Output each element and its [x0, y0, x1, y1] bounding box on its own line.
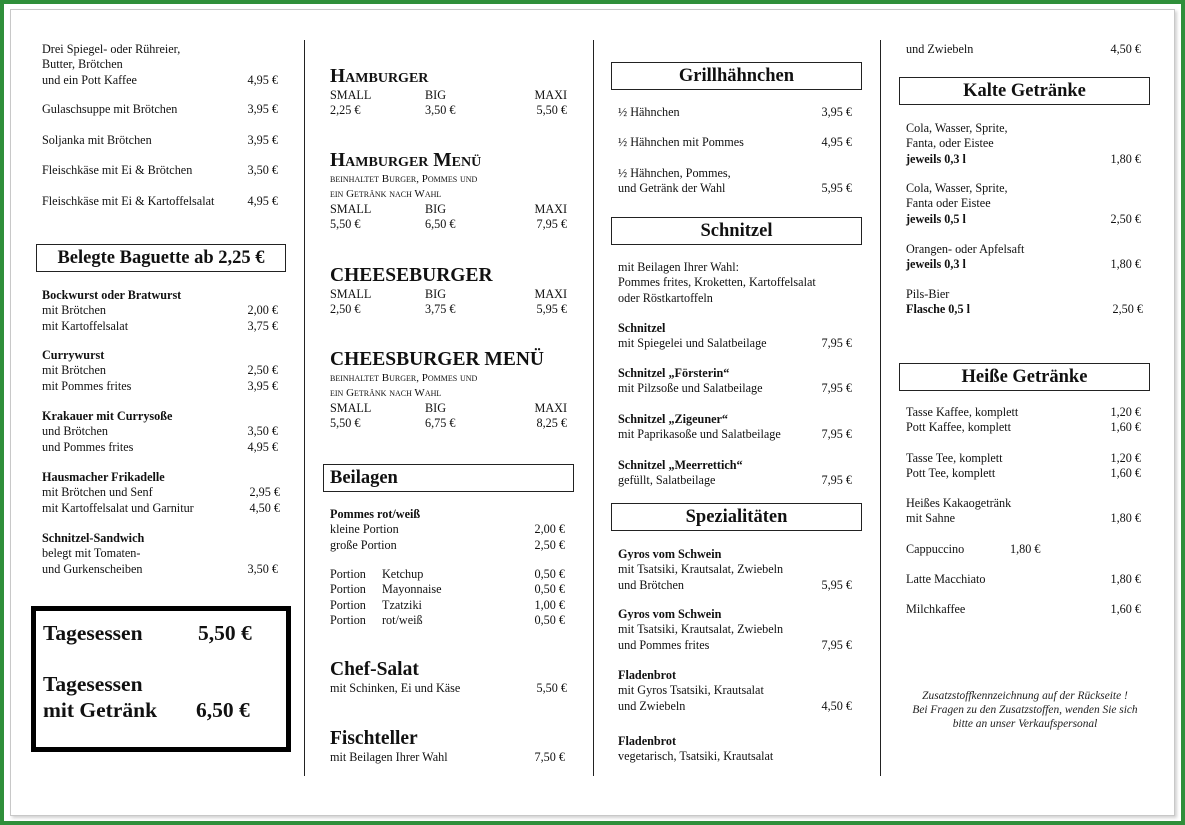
price: 1,80 €: [1110, 511, 1141, 526]
menu-group: Schnitzel mit Spiegelei und Salatbeilage 7,95 €: [618, 321, 852, 351]
price: 1,80 €: [1110, 572, 1141, 586]
menu-item: Heißes Kakaogetränk mit Sahne 1,80 €: [906, 496, 1141, 526]
price: 2,50 €: [534, 537, 565, 552]
menu-item-cappuccino: Cappuccino 1,80 €: [906, 542, 1041, 556]
menu-group: Hausmacher Frikadelle mit Brötchen und Senf 2,95 € mit Kartoffelsalat und Garnitur 4,50 €: [42, 470, 280, 515]
burger-hamburger: Hamburger SMALL BIG MAXI 2,25 € 3,50 € 5,50 €: [330, 66, 567, 118]
menu-item-breakfast: Drei Spiegel- oder Rühreier, Butter, Brötchen und ein Pott Kaffee 4,95 €: [42, 42, 278, 87]
price: 1,80 €: [1110, 257, 1141, 272]
menu-group: Schnitzel „Meerrettich“ gefüllt, Salatbeilage 7,95 €: [618, 458, 852, 488]
burger-cheeseburger: CHEESEBURGER SMALL BIG MAXI 2,50 € 3,75 € 5,95 €: [330, 265, 567, 317]
section-heading-beilagen: Beilagen: [323, 464, 574, 492]
price: 3,95 €: [247, 133, 278, 147]
menu-item: Tasse Kaffee, komplett 1,20 € Pott Kaffee, komplett 1,60 €: [906, 405, 1141, 435]
price: 1,80 €: [1110, 151, 1141, 166]
price: 0,50 €: [534, 567, 565, 581]
price: 2,00 €: [534, 522, 565, 537]
menu-group: Schnitzel-Sandwich belegt mit Tomaten- und Gurkenscheiben 3,50 €: [42, 531, 278, 576]
price: 4,95 €: [247, 439, 278, 454]
price: 2,50 €: [247, 363, 278, 378]
burger-hamburger-menu: Hamburger Menü beinhaltet Burger, Pommes und ein Getränk nach Wahl SMALL BIG MAXI 5,50 € 6,50 € 7,95 €: [330, 150, 567, 232]
menu-item: Cola, Wasser, Sprite, Fanta, oder Eistee jeweils 0,3 l 1,80 €: [906, 121, 1141, 166]
menu-item-chef-salat: Chef-Salat mit Schinken, Ei und Käse 5,50 €: [330, 659, 567, 695]
menu-group: Fladenbrot vegetarisch, Tsatsiki, Krautsalat: [618, 734, 774, 764]
price: 3,95 €: [247, 102, 278, 116]
menu-group: Pommes rot/weiß kleine Portion 2,00 € große Portion 2,50 €: [330, 507, 565, 552]
menu-item: und Zwiebeln 4,50 €: [906, 42, 1141, 56]
menu-group: Schnitzel „Zigeuner“ mit Paprikasoße und Salatbeilage 7,95 €: [618, 412, 852, 442]
price: 0,50 €: [534, 582, 565, 597]
section-heading-spezialitaeten: Spezialitäten: [611, 503, 862, 531]
menu-item: ½ Hähnchen mit Pommes 4,95 €: [618, 135, 852, 149]
price: 7,50 €: [534, 750, 565, 764]
column-divider: [593, 40, 594, 776]
daily-special-price: 5,50 €: [198, 621, 252, 645]
daily-special-drink-label: Tagesessen: [43, 672, 143, 696]
menu-item: ½ Hähnchen 3,95 €: [618, 105, 852, 119]
price: 1,60 €: [1110, 420, 1141, 435]
menu-item-fischteller: Fischteller mit Beilagen Ihrer Wahl 7,50 €: [330, 728, 565, 764]
price: 4,50 €: [249, 500, 280, 515]
price: 1,20 €: [1110, 451, 1141, 465]
price: 2,50 €: [1112, 302, 1143, 317]
menu-item: Fleischkäse mit Ei & Kartoffelsalat 4,95 €: [42, 194, 278, 208]
daily-special-box: [31, 606, 291, 752]
price: 3,95 €: [247, 378, 278, 393]
menu-item: Tasse Tee, komplett 1,20 € Pott Tee, komplett 1,60 €: [906, 451, 1141, 481]
price: 4,50 €: [821, 698, 852, 713]
price: 1,60 €: [1110, 602, 1141, 616]
daily-special-label: Tagesessen: [43, 621, 143, 645]
menu-group: Gyros vom Schwein mit Tsatsiki, Krautsalat, Zwiebeln und Pommes frites 7,95 €: [618, 607, 852, 652]
menu-item: Gulaschsuppe mit Brötchen 3,95 €: [42, 102, 278, 116]
section-heading-kalte-getraenke: Kalte Getränke: [899, 77, 1150, 105]
price: 3,75 €: [247, 318, 278, 333]
price: 2,00 €: [247, 303, 278, 318]
additives-note: Zusatzstoffkennzeichnung auf der Rückseite ! Bei Fragen zu den Zusatzstoffen, wenden Sie sich bitte an unser Verkaufspersonal: [912, 690, 1138, 730]
burger-cheeseburger-menu: CHEESBURGER MENÜ beinhaltet Burger, Pommes und ein Getränk nach Wahl SMALL BIG MAXI 5,50 € 6,75 € 8,25 €: [330, 349, 567, 431]
daily-special-drink-label: mit Getränk: [43, 698, 158, 722]
menu-item: Pils-Bier Flasche 0,5 l 2,50 €: [906, 287, 1143, 317]
menu-item: Latte Macchiato 1,80 €: [906, 572, 1141, 586]
menu-group: Gyros vom Schwein mit Tsatsiki, Krautsalat, Zwiebeln und Brötchen 5,95 €: [618, 547, 852, 592]
section-heading-heisse-getraenke: Heiße Getränke: [899, 363, 1150, 391]
column-divider: [880, 40, 881, 776]
price: 0,50 €: [534, 612, 565, 627]
menu-group: Bockwurst oder Bratwurst mit Brötchen 2,00 € mit Kartoffelsalat 3,75 €: [42, 288, 278, 333]
price: 7,95 €: [821, 473, 852, 488]
section-heading-baguette: Belegte Baguette ab 2,25 €: [36, 244, 286, 272]
price: 3,50 €: [247, 561, 278, 576]
menu-item: Cola, Wasser, Sprite, Fanta oder Eistee jeweils 0,5 l 2,50 €: [906, 181, 1141, 226]
price: 1,00 €: [534, 597, 565, 612]
menu-item: Soljanka mit Brötchen 3,95 €: [42, 133, 278, 147]
price: 3,50 €: [247, 163, 278, 177]
portion-list: Portion Ketchup 0,50 € Portion Mayonnaise 0,50 € Portion Tzatziki 1,00 € Portion rot/weiß 0,50 €: [330, 567, 565, 627]
daily-special-drink-price: 6,50 €: [196, 698, 250, 722]
schnitzel-intro: mit Beilagen Ihrer Wahl: Pommes frites, Kroketten, Kartoffelsalat oder Röstkartoffeln: [618, 260, 816, 305]
section-heading-grill: Grillhähnchen: [611, 62, 862, 90]
menu-group: Fladenbrot mit Gyros Tsatsiki, Krautsalat und Zwiebeln 4,50 €: [618, 668, 852, 713]
price: 4,95 €: [821, 135, 852, 149]
menu-group: Schnitzel „Försterin“ mit Pilzsoße und Salatbeilage 7,95 €: [618, 366, 852, 396]
menu-item: Orangen- oder Apfelsaft jeweils 0,3 l 1,80 €: [906, 242, 1141, 272]
column-divider: [304, 40, 305, 776]
price: 5,50 €: [536, 681, 567, 695]
menu-group: Krakauer mit Currysoße und Brötchen 3,50 € und Pommes frites 4,95 €: [42, 409, 278, 454]
price: 4,50 €: [1110, 42, 1141, 56]
price: 5,95 €: [821, 181, 852, 196]
price: 2,95 €: [249, 485, 280, 500]
price: 7,95 €: [821, 637, 852, 652]
price: 1,20 €: [1110, 405, 1141, 419]
price: 4,95 €: [247, 194, 278, 208]
menu-item: ½ Hähnchen, Pommes, und Getränk der Wahl 5,95 €: [618, 166, 852, 196]
price: 3,50 €: [247, 424, 278, 439]
price: 1,80 €: [1010, 542, 1041, 556]
menu-item: Milchkaffee 1,60 €: [906, 602, 1141, 616]
price: 4,95 €: [247, 72, 278, 87]
price: 5,95 €: [821, 577, 852, 592]
menu-group: Currywurst mit Brötchen 2,50 € mit Pommes frites 3,95 €: [42, 348, 278, 393]
section-heading-schnitzel: Schnitzel: [611, 217, 862, 245]
menu-item: Fleischkäse mit Ei & Brötchen 3,50 €: [42, 163, 278, 177]
price: 7,95 €: [821, 427, 852, 442]
price: 3,95 €: [821, 105, 852, 119]
price: 7,95 €: [821, 336, 852, 351]
price: 2,50 €: [1110, 211, 1141, 226]
price: 1,60 €: [1110, 466, 1141, 481]
price: 7,95 €: [821, 381, 852, 396]
